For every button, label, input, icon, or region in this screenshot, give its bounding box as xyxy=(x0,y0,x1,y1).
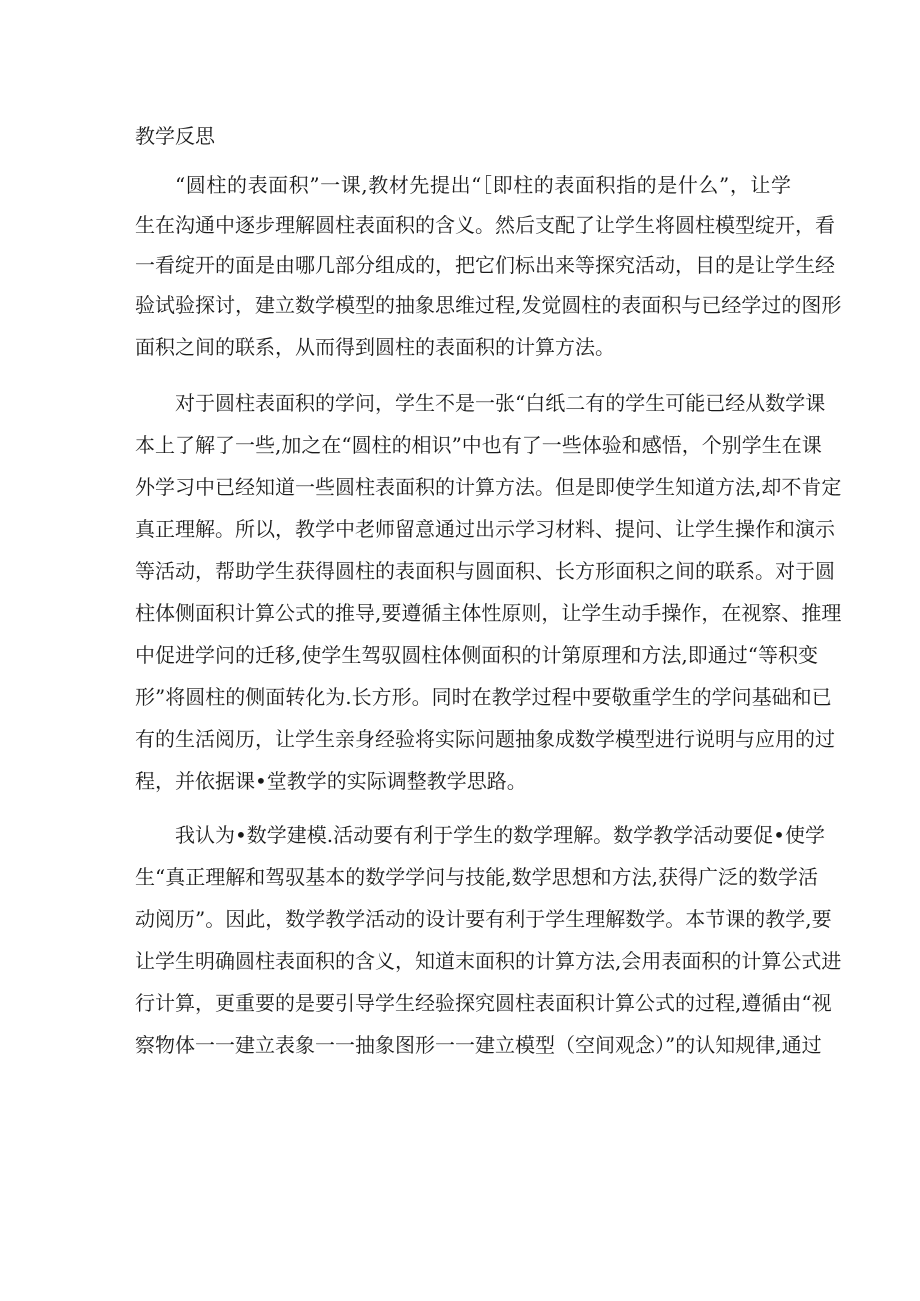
paragraph-2-line-3: 外学习中已经知道一些圆柱表面积的计算方法。但是即使学生知道方法,却不肯定 xyxy=(135,475,842,499)
paragraph-2-line-2: 本上了解了一些,加之在“圆柱的相识”中也有了一些体验和感悟，个别学生在课 xyxy=(135,433,822,457)
paragraph-2-line-8: 形”将圆柱的侧面转化为.长方形。同时在教学过程中要敬重学生的学问基础和已 xyxy=(135,685,832,709)
paragraph-2-line-9: 有的生活阅历，让学生亲身经验将实际问题抽象成数学模型进行说明与应用的过 xyxy=(135,727,835,751)
paragraph-3-line-5: 行计算，更重要的是要引导学生经验探究圆柱表面积计算公式的过程,遵循由“视 xyxy=(135,991,832,1015)
paragraph-2-line-4: 真正理解。所以，教学中老师留意通过出示学习材料、提问、让学生操作和演示 xyxy=(135,517,835,541)
paragraph-3-line-3: 动阅历”。因此，数学教学活动的设计要有利于学生理解数学。本节课的教学,要 xyxy=(135,907,832,931)
paragraph-2-line-1: 对于圆柱表面积的学问，学生不是一张“白纸二有的学生可能已经从数学课 xyxy=(175,391,826,415)
paragraph-2-line-7: 中促进学问的迁移,使学生驾驭圆柱体侧面积的计第原理和方法,即通过“等积变 xyxy=(135,643,818,667)
paragraph-2-line-5: 等活动，帮助学生获得圆柱的表面积与圆面积、长方形面积之间的联系。对于圆 xyxy=(135,559,835,583)
paragraph-3-line-4: 让学生明确圆柱表面积的含义，知道末面积的计算方法,会用表面积的计算公式进 xyxy=(135,949,842,973)
paragraph-1-line-4: 验试验探讨，建立数学模型的抽象思维过程,发觉圆柱的表面积与已经学过的图形 xyxy=(135,293,842,317)
paragraph-2-line-6: 柱体侧面积计算公式的推导,要遵循主体性原则，让学生动手操作，在视察、推理 xyxy=(135,601,842,625)
paragraph-1-line-3: 一看绽开的面是由哪几部分组成的，把它们标出来等探究活动，目的是让学生经 xyxy=(135,253,835,277)
paragraph-1-line-5: 面积之间的联系，从而得到圆柱的表面积的计算方法。 xyxy=(135,335,615,359)
paragraph-3-line-6: 察物体一一建立表象一一抽象图形一一建立模型（空间观念）”的认知规律,通过 xyxy=(135,1033,822,1057)
paragraph-3-line-1: 我认为•数学建模.活动要有利于学生的数学理解。数学教学活动要促•使学 xyxy=(175,823,825,847)
paragraph-2-line-10: 程，并依据课•堂教学的实际调整教学思路。 xyxy=(135,769,527,793)
document-heading: 教学反思 xyxy=(135,124,215,148)
paragraph-1-line-1: “圆柱的表面积”一课,教材先提出“［即柱的表面积指的是什么”，让学 xyxy=(175,173,791,197)
paragraph-1-line-2: 生在沟通中逐步理解圆柱表面积的含义。然后支配了让学生将圆柱模型绽开，看 xyxy=(135,213,835,237)
paragraph-3-line-2: 生“真正理解和驾驭基本的数学学问与技能,数学思想和方法,获得广泛的数学活 xyxy=(135,865,818,889)
